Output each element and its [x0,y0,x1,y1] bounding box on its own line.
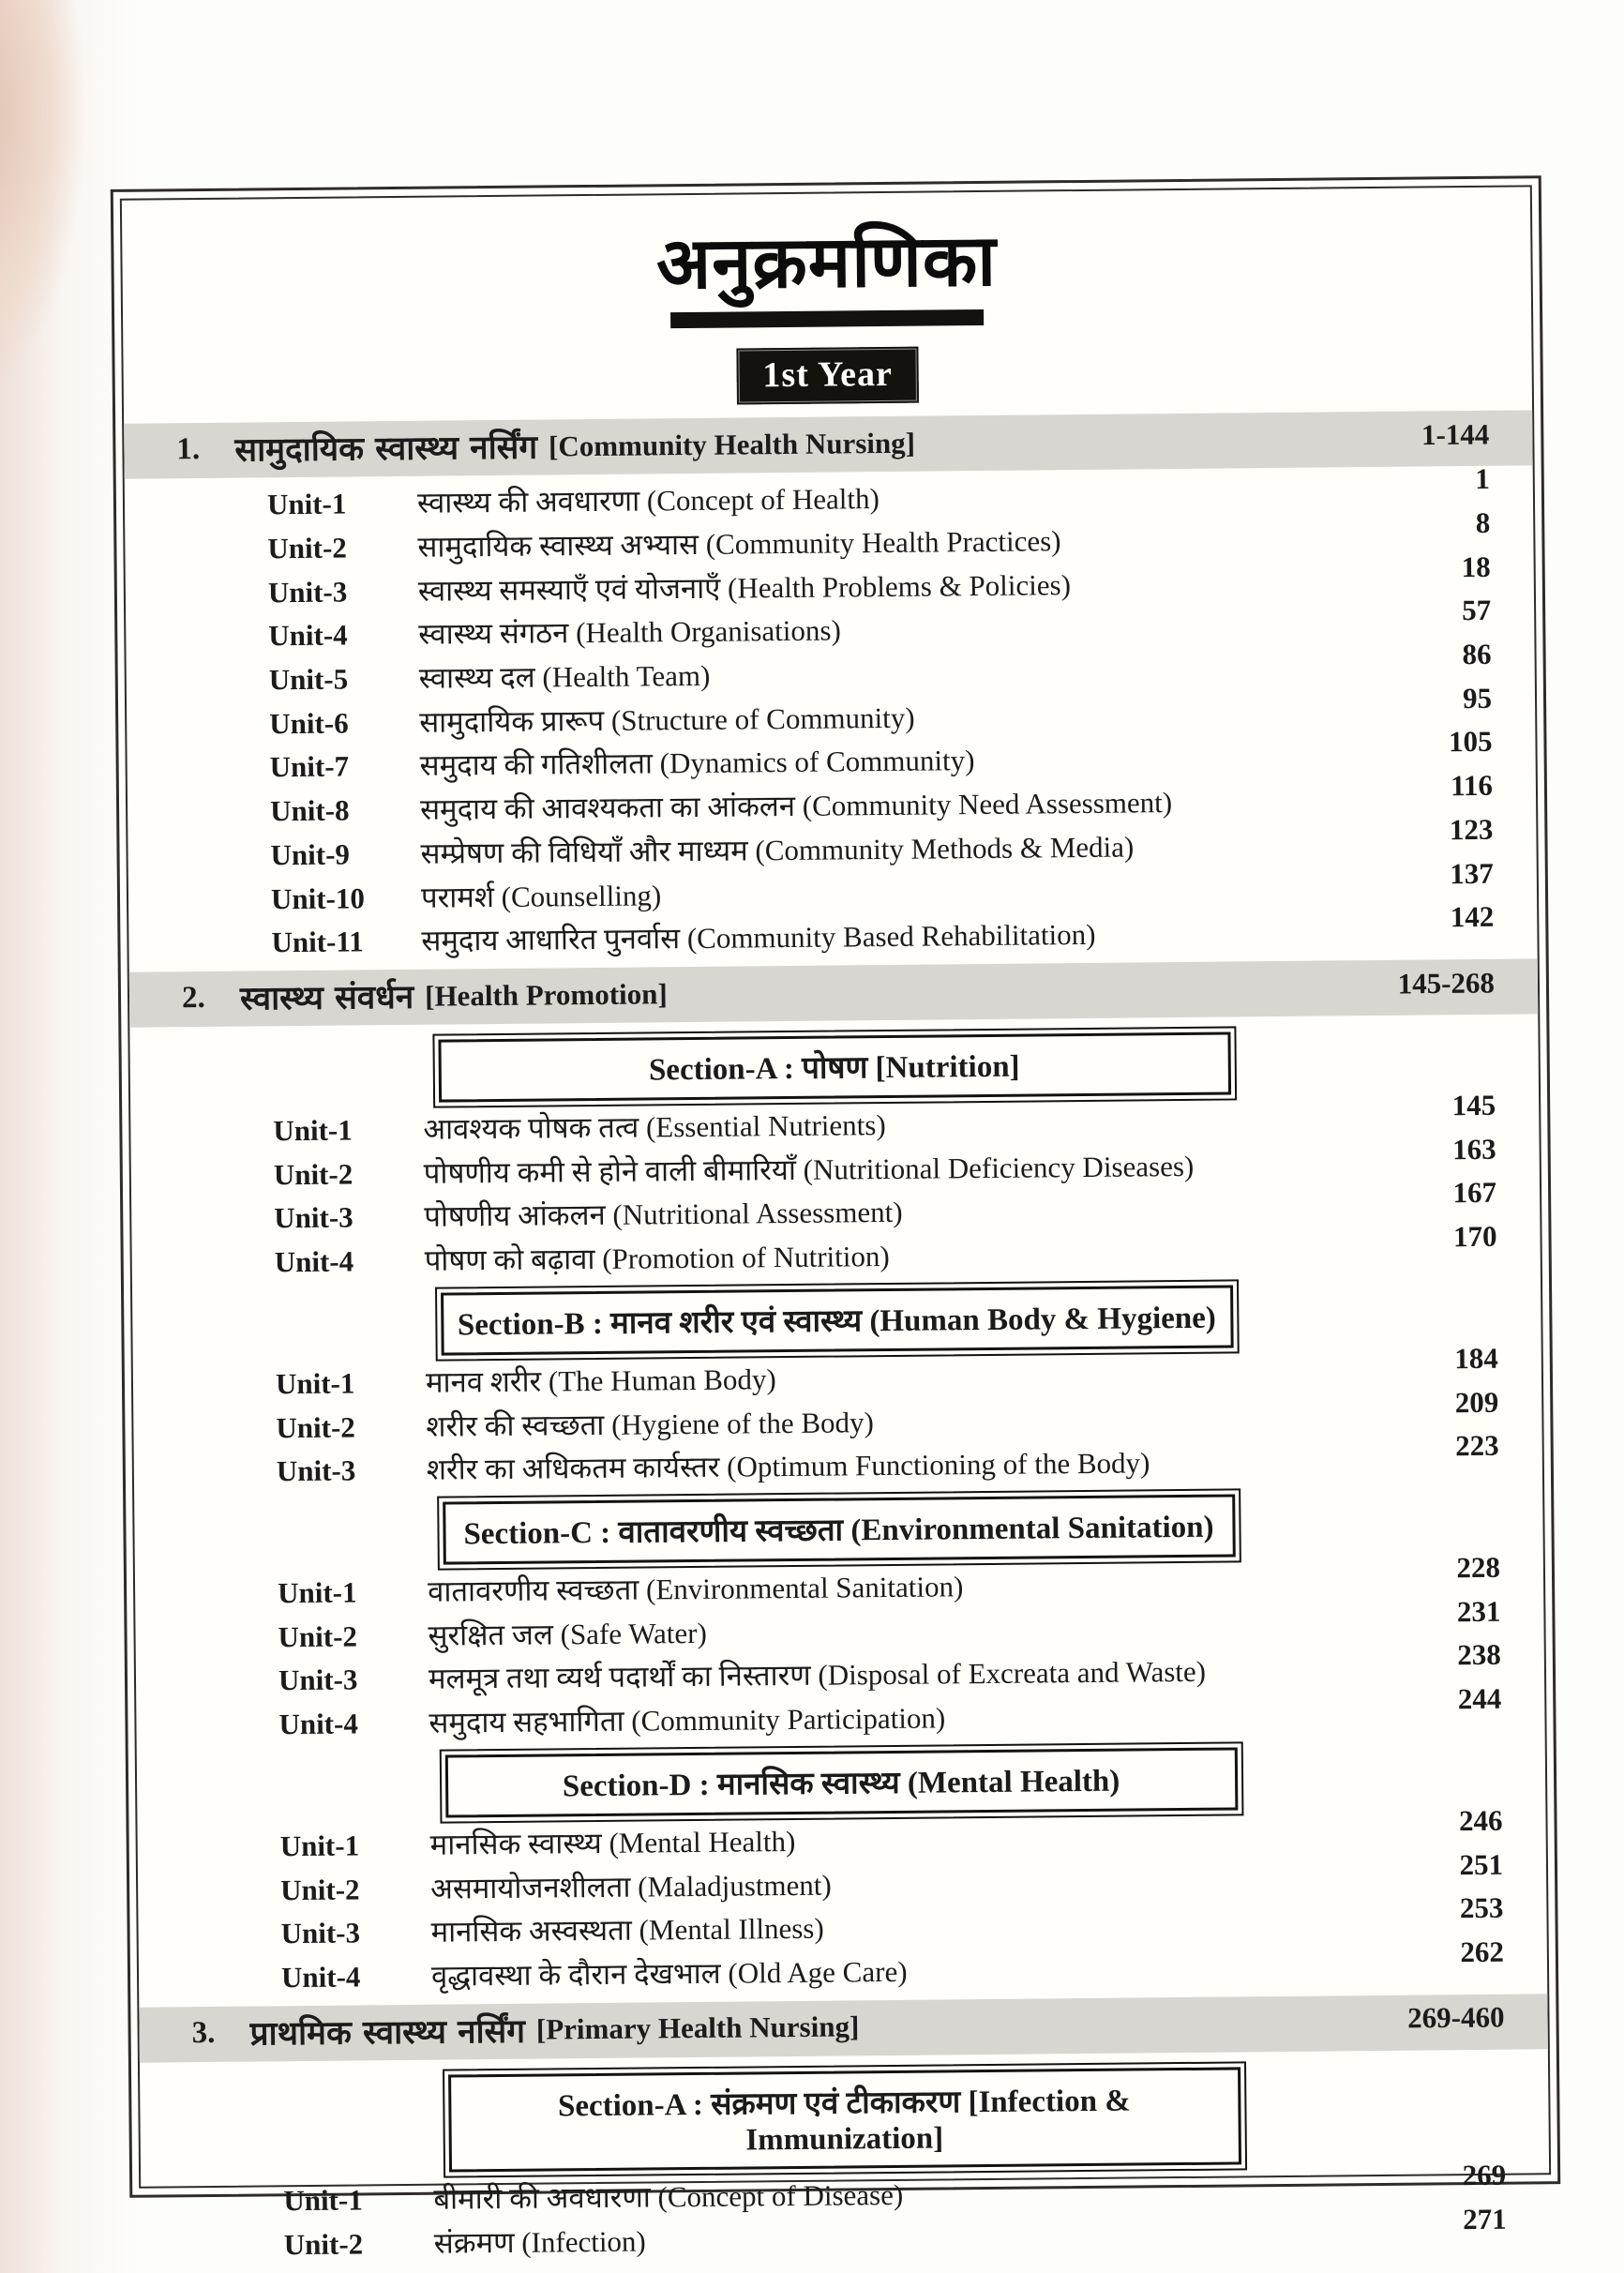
section-title-english: [Health Promotion] [424,976,668,1013]
unit-title: मानव शरीर (The Human Body) [425,1362,776,1399]
unit-page-number: 238 [1457,1638,1501,1672]
unit-page-number: 251 [1459,1847,1504,1881]
unit-page-number: 167 [1452,1176,1497,1210]
unit-page-number: 163 [1451,1132,1496,1166]
unit-label: Unit-2 [278,1619,358,1654]
unit-page-number: 142 [1450,900,1495,934]
section-title-hindi: प्राथमिक स्वास्थ्य नर्सिंग [249,2012,526,2054]
unit-label: Unit-1 [266,487,347,521]
section-title-english: [Primary Health Nursing] [535,2010,860,2046]
unit-title: स्वास्थ्य समस्याएँ एवं योजनाएँ (Health Problems & Policies) [417,567,1072,608]
unit-row [125,505,1533,566]
unit-page-number: 223 [1455,1429,1499,1463]
title-underline [670,309,984,328]
unit-title: समुदाय आधारित पुनर्वास (Community Based Rehabilitation) [421,918,1096,958]
unit-label: Unit-3 [280,1916,361,1950]
unit-title: मानसिक स्वास्थ्य (Mental Health) [429,1824,796,1861]
unit-label: Unit-4 [268,618,348,653]
unit-label: Unit-10 [270,881,366,915]
unit-label: Unit-2 [267,531,347,565]
page-inner-frame [120,185,1551,2261]
unit-label: Unit-8 [269,793,350,828]
subsection-heading-label: Section-A : संक्रमण एवं टीकाकरण [Infection & Immunization] [557,2084,1131,2158]
unit-title: बीमारी की अवधारणा (Concept of Disease) [433,2177,904,2216]
unit-page-number: 184 [1454,1341,1498,1376]
unit-page-number: 86 [1462,637,1492,671]
unit-title: वातावरणीय स्वच्छता (Environmental Sanitation) [427,1570,964,1608]
unit-page-number: 116 [1450,768,1494,803]
unit-row [141,2158,1549,2219]
unit-page-number: 244 [1457,1681,1502,1716]
unit-title: सुरक्षित जल (Safe Water) [428,1616,707,1652]
unit-title: समुदाय की आवश्यकता का आंकलन (Community Need Assessment) [419,786,1173,826]
unit-title: संक्रमण (Infection) [433,2224,646,2260]
subsection-box [443,1495,1236,1565]
section-heading-band [129,958,1538,1027]
unit-label: Unit-11 [271,925,364,959]
unit-row [133,1385,1541,1446]
toc-title: अनुक्रमणिका [655,218,998,306]
unit-label: Unit-1 [273,1113,353,1148]
unit-title: मानसिक अस्वस्थता (Mental Illness) [430,1912,824,1949]
unit-row [132,1219,1541,1280]
unit-row [138,1891,1546,1952]
section-page-range: 145-268 [1397,965,1496,1000]
unit-label: Unit-1 [283,2183,363,2218]
unit-row [136,1638,1544,1699]
unit-title: शरीर का अधिकतम कार्यस्तर (Optimum Functioning of the Body) [426,1446,1150,1487]
unit-page-number: 1 [1475,461,1490,496]
subsection-box [444,1747,1238,1817]
unit-row [142,2202,1550,2263]
subsection-box [448,2067,1241,2172]
unit-page-number: 123 [1449,812,1494,847]
unit-row [128,856,1537,917]
section-page-range: 269-460 [1407,2000,1505,2035]
unit-label: Unit-4 [278,1707,359,1741]
unit-title: वृद्धावस्था के दौरान देखभाल (Old Age Care) [430,1954,908,1993]
unit-title: सामुदायिक प्रारूप (Structure of Community) [419,700,915,739]
unit-label: Unit-2 [279,1873,360,1906]
toc [124,410,1550,2262]
unit-label: Unit-9 [270,837,351,872]
unit-page-number: 18 [1461,549,1491,583]
unit-title: समुदाय सहभागिता (Community Participation) [429,1701,946,1739]
unit-label: Unit-1 [277,1575,357,1610]
unit-row [130,1088,1539,1149]
unit-label: Unit-3 [274,1200,353,1235]
unit-page-number: 271 [1462,2202,1507,2235]
unit-title: स्वास्थ्य दल (Health Team) [418,658,711,695]
unit-row [128,900,1537,961]
unit-page-number: 228 [1456,1550,1501,1585]
unit-label: Unit-4 [274,1244,354,1279]
unit-page-number: 137 [1450,856,1494,890]
unit-page-number: 8 [1475,505,1491,539]
subsection-heading-label: Section-A : पोषण [Nutrition] [648,1049,1020,1088]
unit-title: पोषणीय कमी से होने वाली बीमारियाँ (Nutritional Deficiency Diseases) [423,1149,1195,1190]
unit-title: पोषण को बढ़ावा (Promotion of Nutrition) [424,1240,890,1277]
unit-label: Unit-3 [276,1453,356,1488]
unit-page-number: 253 [1459,1891,1504,1925]
section-heading-band [139,1994,1547,2062]
section-title-hindi: स्वास्थ्य संवर्धन [239,978,414,1018]
unit-row [126,549,1534,610]
unit-label: Unit-2 [276,1410,355,1444]
unit-row [128,725,1536,786]
unit-row [138,1847,1546,1908]
section-number: 2. [181,980,205,1016]
subsection-box [438,1032,1231,1103]
subsection-box [441,1285,1234,1355]
unit-page-number: 170 [1452,1219,1497,1254]
unit-title: परामर्श (Counselling) [420,878,662,914]
unit-label: Unit-2 [273,1157,353,1192]
unit-page-number: 269 [1462,2158,1507,2191]
unit-row [135,1550,1543,1611]
unit-label: Unit-7 [269,749,350,784]
unit-page-number: 231 [1456,1594,1501,1628]
section [139,1994,1550,2263]
unit-title: शरीर की स्वच्छता (Hygiene of the Body) [426,1405,875,1443]
unit-page-number: 145 [1451,1088,1496,1122]
unit-row [125,461,1533,522]
unit-title: समुदाय की गतिशीलता (Dynamics of Community) [419,744,975,783]
unit-title: पोषणीय आंकलन (Nutritional Assessment) [424,1196,903,1234]
unit-label: Unit-3 [278,1663,358,1697]
unit-row [128,768,1536,829]
unit-row [134,1429,1542,1490]
unit-label: Unit-1 [279,1829,360,1863]
unit-page-number: 246 [1458,1803,1503,1838]
unit-title: सामुदायिक स्वास्थ्य अभ्यास (Community Health Practices) [417,524,1061,564]
unit-title: स्वास्थ्य संगठन (Health Organisations) [418,613,841,652]
section-heading-band [124,410,1532,478]
page-border-frame [111,175,1560,2261]
unit-page-number: 105 [1448,725,1493,759]
subsection-heading-label: Section-D : मानसिक स्वास्थ्य (Mental Health) [562,1764,1120,1804]
unit-row [128,812,1536,873]
unit-row [138,1803,1546,1864]
unit-page-number: 95 [1462,681,1493,715]
unit-label: Unit-3 [267,575,348,609]
section-number: 1. [176,432,201,467]
unit-page-number: 209 [1454,1385,1499,1419]
unit-row [131,1176,1540,1237]
subsection-heading-label: Section-C : वातावरणीय स्वच्छता (Environmental Sanitation) [463,1510,1214,1552]
unit-row [127,681,1535,742]
unit-label: Unit-4 [280,1960,361,1995]
unit-title: आवश्यक पोषक तत्व (Essential Nutrients) [423,1108,886,1146]
subsection-heading-label: Section-B : मानव शरीर एवं स्वास्थ्य (Human Body & Hygiene) [457,1301,1216,1343]
unit-row [139,1934,1547,1995]
unit-label: Unit-6 [269,706,349,741]
unit-row [127,637,1535,698]
unit-title: असमायोजनशीलता (Maladjustment) [429,1868,832,1905]
section-title-english: [Community Health Nursing] [548,426,916,463]
unit-label: Unit-2 [283,2226,364,2261]
unit-row [135,1594,1543,1655]
unit-title: सम्प्रेषण की विधियाँ और माध्यम (Community Methods & Media) [420,830,1135,870]
unit-title: स्वास्थ्य की अवधारणा (Concept of Health) [416,482,880,519]
section-page-range: 1-144 [1421,417,1490,451]
unit-row [136,1681,1544,1743]
unit-label: Unit-1 [275,1366,355,1401]
year-badge: 1st Year [736,347,919,405]
section-title-hindi: सामुदायिक स्वास्थ्य नर्सिंग [234,429,538,470]
unit-row [131,1132,1540,1193]
unit-label: Unit-5 [268,662,349,697]
unit-page-number: 57 [1461,594,1492,627]
section [129,958,1547,1995]
section-number: 3. [191,2015,216,2050]
unit-row [133,1341,1541,1402]
unit-title: मलमूत्र तथा व्यर्थ पदार्थों का निस्तारण (Disposal of Excreata and Waste) [428,1655,1207,1696]
unit-row [126,594,1534,655]
unit-page-number: 262 [1460,1934,1505,1969]
section [124,410,1537,960]
